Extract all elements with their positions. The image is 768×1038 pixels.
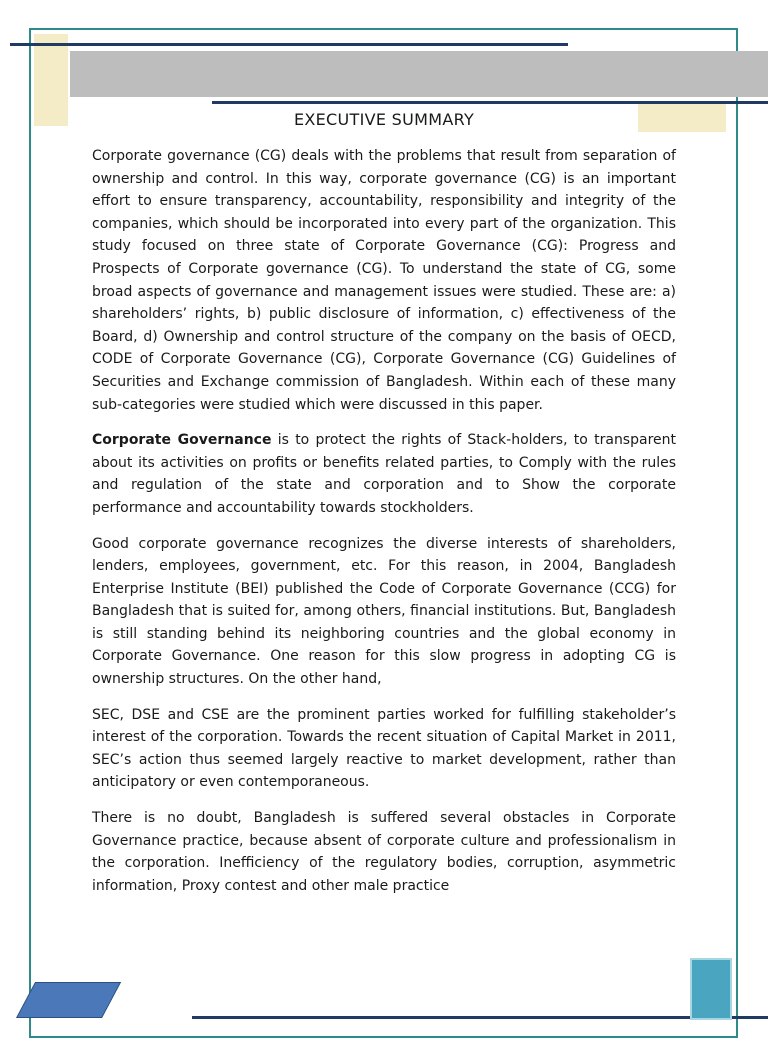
paragraph-obstacles bbox=[92, 807, 676, 897]
paragraph-text: SEC, DSE and CSE are the prominent parties worked for fulfilling stakeholder’s interest of the corporation. Towards the recent situation of Capital Market in 2011, SEC’s action thus seemed largely reactive to market development, rather than anticipatory or even contemporaneous. bbox=[92, 706, 676, 791]
paragraph-text: Good corporate governance recognizes the diverse interests of shareholders, lenders, employees, government, etc. For this reason, in 2004, Bangladesh Enterprise Institute (BEI) published the Code of Corporate Governance (CCG) for Bangladesh that is suited for, among others, financial institutions. But, Bangladesh is still standing behind its neighboring countries and the global economy in Corporate Governance. One reason for this slow progress in adopting CG is ownership structures. On the other hand, bbox=[92, 535, 676, 688]
paragraph-text: is to protect the rights of Stack-holders, to transparent about its activities on profits or benefits related parties, to Comply with the rules and regulation of the state and corporation and to Show the corporate performance and accountability towards stockholders. bbox=[92, 432, 676, 516]
paragraph-cg-definition bbox=[92, 429, 676, 519]
top-navy-rule bbox=[10, 43, 568, 46]
paragraph-good-governance bbox=[92, 533, 676, 691]
paragraph-lead-bold: Corporate Governance bbox=[92, 432, 272, 449]
document-body bbox=[92, 110, 676, 910]
paragraph-text: Corporate governance (CG) deals with the problems that result from separation of ownership and control. In this way, corporate governance (CG) is an important effort to ensure transparency, accountability, responsibility and integrity of the companies, which should be incorporated into every part of the organization. This study focused on three state of Corporate Governance (CG): Progress and Prospects of Corporate governance (CG). To understand the state of CG, some broad aspects of governance and management issues were studied. These are: a) shareholders’ rights, b) public disclosure of information, c) effectiveness of the Board, d) Ownership and control structure of the company on the basis of OECD, CODE of Corporate Governance (CG), Corporate Governance (CG) Guidelines of Securities and Exchange commission of Bangladesh. Within each of these many sub-categories were studied which were discussed in this paper. bbox=[92, 148, 676, 413]
paragraph-intro bbox=[92, 145, 676, 416]
cream-accent-left bbox=[34, 34, 68, 126]
teal-corner-shape bbox=[690, 958, 732, 1020]
header-grey-band bbox=[70, 51, 768, 97]
footer-navy-rule bbox=[192, 1016, 768, 1019]
header-navy-rule bbox=[212, 101, 768, 104]
paragraph-text: There is no doubt, Bangladesh is suffered several obstacles in Corporate Governance practice, because absent of corporate culture and professionalism in the corporation. Inefficiency of the regulatory bodies, corruption, asymmetric information, Proxy contest and other male practice bbox=[92, 810, 676, 894]
paragraph-regulators bbox=[92, 704, 676, 794]
page-title: EXECUTIVE SUMMARY bbox=[293, 110, 475, 129]
